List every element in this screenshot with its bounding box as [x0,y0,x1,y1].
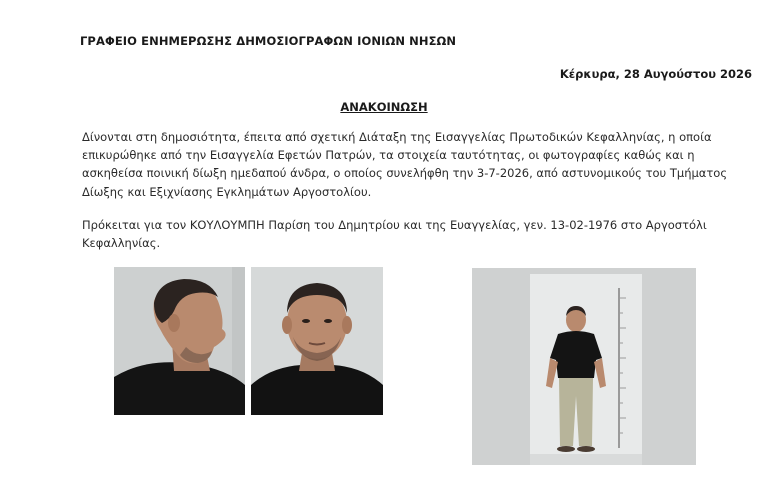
date-line: Κέρκυρα, 28 Αυγούστου 2026 [559,67,752,81]
full-body-photo [472,268,696,465]
header-title: ΓΡΑΦΕΙΟ ΕΝΗΜΕΡΩΣΗΣ ΔΗΜΟΣΙΟΓΡΑΦΩΝ ΙΟΝΙΩΝ ΝΗΣΩΝ [80,34,457,48]
front-mugshot-photo [251,267,383,415]
body-paragraph-1: Δίνονται στη δημοσιότητα, έπειτα από σχετική Διάταξη της Εισαγγελίας Πρωτοδικών Κεφαλληνίας, η οποία επικυρώθηκε από την Εισαγγελία Εφετών Πατρών, τα στοιχεία ταυτότητας, οι φωτογραφίες καθώς και η ασκηθείσα ποινική δίωξη ημεδαπού άνδρα, ο οποίος συνελήφθη την 3-7-2026, από αστυνομικούς του Τμήματος Δίωξης και Εξιχνίασης Εγκλημάτων Αργοστολίου. [82,130,728,199]
body-paragraph-2: Πρόκειται για τον ΚΟΥΛΟΥΜΠΗ Παρίση του Δημητρίου και της Ευαγγελίας, γεν. 13-02-1976 στο Αργοστόλι Κεφαλληνίας. [82,218,707,251]
announcement-heading: ΑΝΑΚΟΙΝΩΣΗ [340,100,428,114]
front-mugshot-illustration [251,267,383,415]
full-body-illustration [472,268,696,465]
profile-mugshot-illustration [114,267,245,415]
profile-mugshot-photo [114,267,245,415]
